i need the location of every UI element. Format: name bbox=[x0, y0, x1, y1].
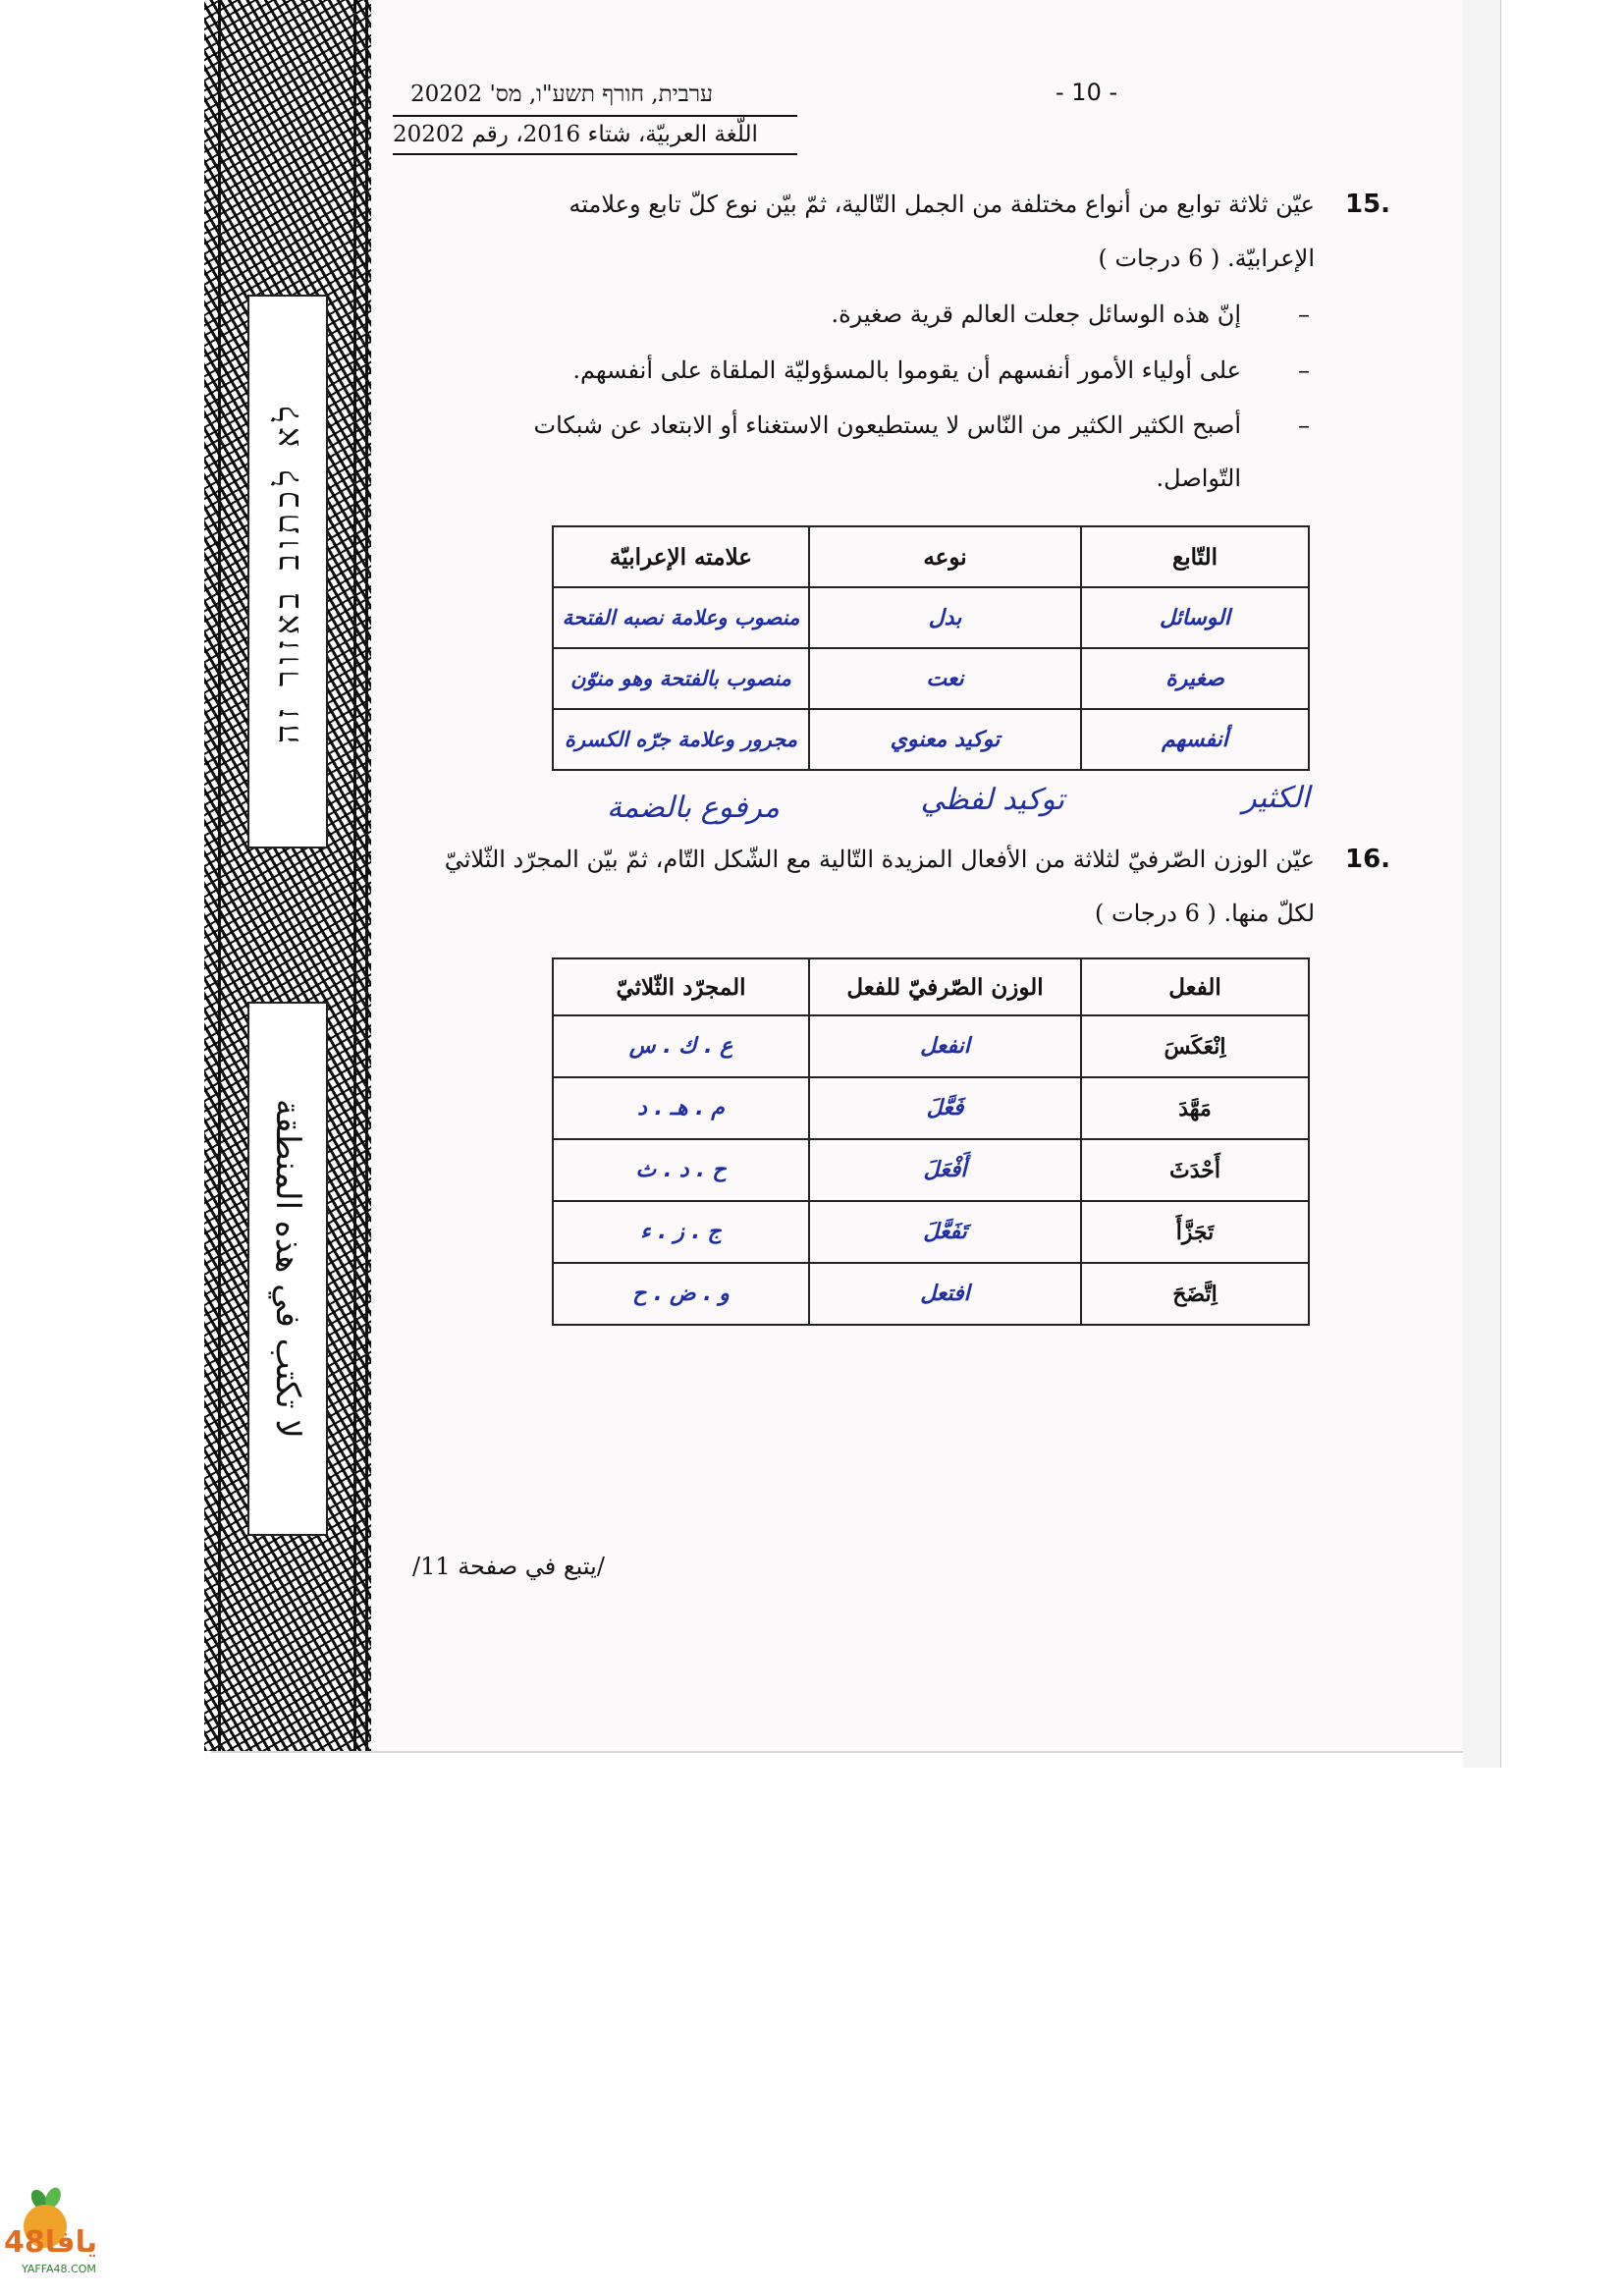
page-edge bbox=[1463, 0, 1501, 1768]
answer-cell: بدل bbox=[809, 587, 1081, 648]
header-rule bbox=[393, 115, 797, 117]
strip-border bbox=[218, 0, 221, 1751]
yaffa48-logo bbox=[4, 2182, 122, 2280]
answer-cell: تَفَعَّلَ bbox=[809, 1201, 1081, 1263]
answer-cell: منصوب بالفتحة وهو منوّن bbox=[553, 648, 809, 709]
answer-cell: ح . د . ث bbox=[553, 1139, 809, 1201]
q16-instruction-cont: لكلّ منها. ( 6 درجات ) bbox=[1094, 900, 1315, 927]
table-row bbox=[553, 1077, 1309, 1139]
continue-note: /يتبع في صفحة 11/ bbox=[412, 1553, 605, 1580]
answer-cell: ع . ك . س bbox=[553, 1015, 809, 1077]
q15-sentence-3-cont: التّواصل. bbox=[1156, 465, 1241, 492]
col-header-mark: علامته الإعرابيّة bbox=[553, 526, 809, 587]
answer-cell: أنفسهم bbox=[1081, 709, 1309, 770]
answer-cell: توكيد معنوي bbox=[809, 709, 1081, 770]
question-16-number: 16. bbox=[1345, 845, 1391, 874]
col-header-verb: الفعل bbox=[1081, 958, 1309, 1015]
answer-cell: أَفْعَلَ bbox=[809, 1139, 1081, 1201]
answer-cell: انفعل bbox=[809, 1015, 1081, 1077]
answer-cell: ج . ز . ء bbox=[553, 1201, 809, 1263]
verb-cell: مَهَّدَ bbox=[1081, 1077, 1309, 1139]
table-row bbox=[553, 1139, 1309, 1201]
q16-instruction: عيّن الوزن الصّرفيّ لثلاثة من الأفعال المزيدة التّالية مع الشّكل التّام، ثمّ بيّن المجرّد الثّلاثيّ bbox=[444, 846, 1315, 873]
col-header-type: نوعه bbox=[809, 526, 1081, 587]
margin-arabic-note: لا تكتب في هذه المنطقة bbox=[247, 1002, 328, 1536]
table-row bbox=[553, 587, 1309, 648]
page-number: - 10 - bbox=[1056, 79, 1118, 106]
col-header-root: المجرّد الثّلاثيّ bbox=[553, 958, 809, 1015]
table-row bbox=[553, 1263, 1309, 1325]
sentence-dash: – bbox=[1298, 411, 1310, 439]
answer-cell: منصوب وعلامة نصبه الفتحة bbox=[553, 587, 809, 648]
q15-sentence-2: على أولياء الأمور أنفسهم أن يقوموا بالمسؤوليّة الملقاة على أنفسهم. bbox=[572, 356, 1241, 384]
answer-cell: صغيرة bbox=[1081, 648, 1309, 709]
margin-hebrew-note: לא לכתוב באזור זה bbox=[247, 295, 328, 848]
verb-cell: اِتَّضَحَ bbox=[1081, 1263, 1309, 1325]
table-row bbox=[553, 1201, 1309, 1263]
answer-cell: فَعَّلَ bbox=[809, 1077, 1081, 1139]
strip-border bbox=[365, 0, 368, 1751]
sentence-dash: – bbox=[1298, 301, 1310, 328]
logo-domain: YAFFA48.COM bbox=[22, 2263, 96, 2275]
answer-cell: افتعل bbox=[809, 1263, 1081, 1325]
col-header-tabi: التّابع bbox=[1081, 526, 1309, 587]
verb-cell: أَحْدَثَ bbox=[1081, 1139, 1309, 1201]
table-row bbox=[553, 648, 1309, 709]
verb-cell: اِنْعَكَسَ bbox=[1081, 1015, 1309, 1077]
hebrew-title: ערבית, חורף תשע"ו, מס' 20202 bbox=[410, 82, 714, 107]
q15-answer-table bbox=[552, 525, 1310, 771]
question-15-number: 15. bbox=[1345, 190, 1391, 219]
q15-instruction-cont: الإعرابيّة. ( 6 درجات ) bbox=[1098, 245, 1315, 272]
table-row bbox=[553, 1015, 1309, 1077]
handwritten-extra-tabi: الكثير bbox=[1242, 781, 1310, 815]
answer-cell: م . هـ . د bbox=[553, 1077, 809, 1139]
q15-instruction: عيّن ثلاثة توابع من أنواع مختلفة من الجمل التّالية، ثمّ بيّن نوع كلّ تابع وعلامته bbox=[568, 191, 1315, 218]
header-rule bbox=[393, 153, 797, 155]
answer-cell: نعت bbox=[809, 648, 1081, 709]
verb-cell: تَجَزَّأَ bbox=[1081, 1201, 1309, 1263]
q15-sentence-1: إنّ هذه الوسائل جعلت العالم قرية صغيرة. bbox=[831, 301, 1241, 328]
answer-cell: و . ض . ح bbox=[553, 1263, 809, 1325]
strip-border bbox=[353, 0, 356, 1751]
q16-answer-table bbox=[552, 957, 1310, 1326]
answer-cell: الوسائل bbox=[1081, 587, 1309, 648]
table-row bbox=[553, 709, 1309, 770]
logo-text: يافا48 bbox=[4, 2225, 98, 2260]
arabic-title: اللّغة العربيّة، شتاء 2016، رقم 20202 bbox=[393, 122, 758, 147]
handwritten-extra-mark: مرفوع بالضمة bbox=[607, 791, 780, 825]
answer-cell: مجرور وعلامة جرّه الكسرة bbox=[553, 709, 809, 770]
handwritten-extra-type: توكيد لفظي bbox=[920, 783, 1064, 817]
q15-sentence-3: أصبح الكثير الكثير من النّاس لا يستطيعون الاستغناء أو الابتعاد عن شبكات bbox=[533, 411, 1241, 439]
col-header-wazn: الوزن الصّرفيّ للفعل bbox=[809, 958, 1081, 1015]
sentence-dash: – bbox=[1298, 356, 1310, 384]
